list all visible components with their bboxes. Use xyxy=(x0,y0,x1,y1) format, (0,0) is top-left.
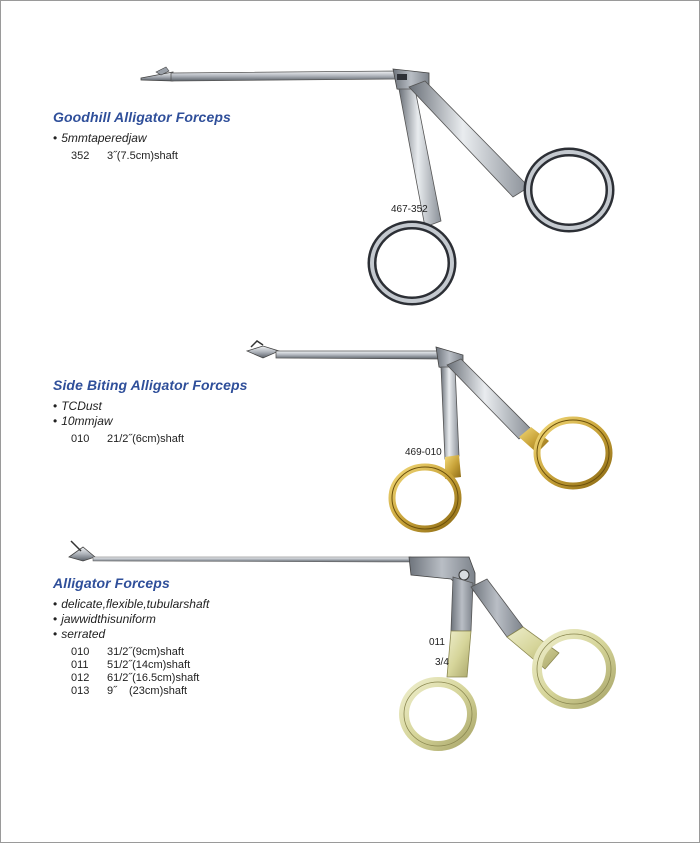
variant-size: 61/2˝(16.5cm)shaft xyxy=(107,672,200,684)
variant-size: 3˝(7.5cm)shaft xyxy=(107,150,178,162)
variant-code: 010 xyxy=(71,433,90,445)
model-number-label: 467-352 xyxy=(391,204,428,215)
feature-list xyxy=(53,597,209,642)
model-number-label: 469-010 xyxy=(405,447,442,458)
variant-code: 010 xyxy=(71,646,90,658)
feature-item: • 10mmjaw xyxy=(53,414,248,429)
product-title: Alligator Forceps xyxy=(53,575,170,591)
variant-row xyxy=(71,646,209,659)
variant-list xyxy=(71,150,231,163)
variant-row xyxy=(71,672,209,685)
feature-item: • jawwidthisuniform xyxy=(53,612,209,627)
feature-list xyxy=(53,131,231,146)
model-number-label: 011 xyxy=(429,637,445,648)
model-size-label: 3/4 xyxy=(435,657,449,668)
product-alligator xyxy=(53,575,209,698)
variant-code: 013 xyxy=(71,685,90,697)
variant-list xyxy=(71,646,209,698)
variant-size: 31/2˝(9cm)shaft xyxy=(107,646,185,658)
feature-item: • 5mmtaperedjaw xyxy=(53,131,231,146)
variant-row xyxy=(71,433,248,446)
goodhill-forceps-image xyxy=(141,67,610,301)
feature-item: • serrated xyxy=(53,627,209,642)
variant-size: 9˝ (23cm)shaft xyxy=(107,685,188,697)
variant-list xyxy=(71,433,248,446)
variant-size: 21/2˝(6cm)shaft xyxy=(107,433,185,445)
feature-item: • delicate,flexible,tubularshaft xyxy=(53,597,209,612)
product-title: Goodhill Alligator Forceps xyxy=(53,109,231,125)
variant-row xyxy=(71,659,209,672)
variant-row xyxy=(71,685,209,698)
feature-list xyxy=(53,399,248,429)
product-title: Side Biting Alligator Forceps xyxy=(53,377,248,393)
variant-row xyxy=(71,150,231,163)
variant-code: 352 xyxy=(71,150,90,162)
product-side-biting xyxy=(53,377,248,446)
variant-size: 51/2˝(14cm)shaft xyxy=(107,659,191,671)
variant-code: 011 xyxy=(71,659,89,671)
variant-code: 012 xyxy=(71,672,90,684)
side-biting-forceps-image xyxy=(247,341,609,529)
product-goodhill xyxy=(53,109,231,163)
feature-item: • TCDust xyxy=(53,399,248,414)
